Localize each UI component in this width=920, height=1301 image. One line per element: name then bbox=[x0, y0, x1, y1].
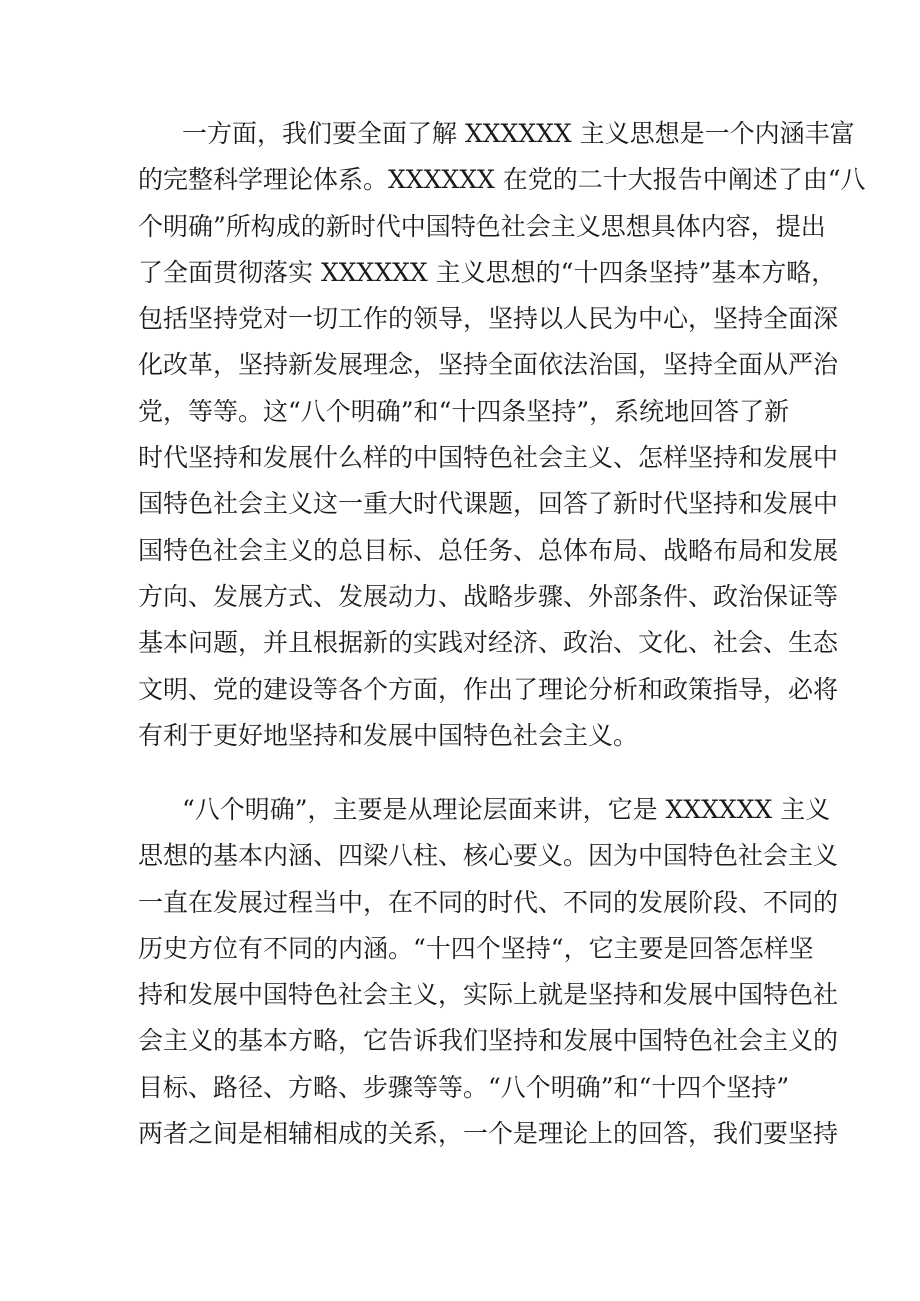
paragraph-1 bbox=[138, 111, 866, 759]
paragraph-2 bbox=[138, 787, 839, 1157]
paragraph-line: 历史方位有不同的内涵。“十四个坚持“，它主要是回答怎样坚 bbox=[138, 933, 814, 963]
paragraph-line: 党，等等。这“八个明确”和“十四条坚持”，系统地回答了新 bbox=[138, 396, 790, 426]
paragraph-line: 一直在发展过程当中，在不同的时代、不同的发展阶段、不同的 bbox=[138, 887, 839, 917]
paragraph-line: 的完整科学理论体系。XXXXXX 在党的二十大报告中阐述了由“八 bbox=[138, 165, 866, 195]
paragraph-line: 有利于更好地坚持和发展中国特色社会主义。 bbox=[138, 720, 639, 750]
paragraph-line: 方向、发展方式、发展动力、战略步骤、外部条件、政治保证等 bbox=[138, 581, 839, 611]
paragraph-line: “八个明确”，主要是从理论层面来讲，它是 XXXXXX 主义 bbox=[182, 795, 831, 824]
paragraph-line: 会主义的基本方略，它告诉我们坚持和发展中国特色社会主义的 bbox=[138, 1026, 839, 1056]
paragraph-line: 一方面，我们要全面了解 XXXXXX 主义思想是一个内涵丰富 bbox=[182, 119, 855, 148]
paragraph-line: 化改革，坚持新发展理念，坚持全面依法治国，坚持全面从严治 bbox=[138, 350, 839, 380]
paragraph-line: 个明确”所构成的新时代中国特色社会主义思想具体内容，提出 bbox=[138, 211, 826, 241]
paragraph-line: 持和发展中国特色社会主义，实际上就是坚持和发展中国特色社 bbox=[138, 980, 839, 1010]
paragraph-line: 了全面贯彻落实 XXXXXX 主义思想的“十四条坚持”基本方略， bbox=[138, 257, 837, 287]
paragraph-line: 目标、路径、方略、步骤等等。“八个明确”和“十四个坚持” bbox=[138, 1072, 790, 1102]
paragraph-line: 文明、党的建设等各个方面，作出了理论分析和政策指导，必将 bbox=[138, 674, 839, 704]
paragraph-line: 思想的基本内涵、四梁八柱、核心要义。因为中国特色社会主义 bbox=[138, 841, 839, 871]
paragraph-line: 包括坚持党对一切工作的领导，坚持以人民为中心，坚持全面深 bbox=[138, 304, 839, 334]
paragraph-line: 国特色社会主义的总目标、总任务、总体布局、战略布局和发展 bbox=[138, 535, 839, 565]
paragraph-line: 国特色社会主义这一重大时代课题，回答了新时代坚持和发展中 bbox=[138, 489, 839, 519]
paragraph-line: 基本问题，并且根据新的实践对经济、政治、文化、社会、生态 bbox=[138, 628, 839, 658]
paragraph-line: 时代坚持和发展什么样的中国特色社会主义、怎样坚持和发展中 bbox=[138, 443, 839, 473]
paragraph-line: 两者之间是相辅相成的关系，一个是理论上的回答，我们要坚持 bbox=[138, 1119, 839, 1149]
